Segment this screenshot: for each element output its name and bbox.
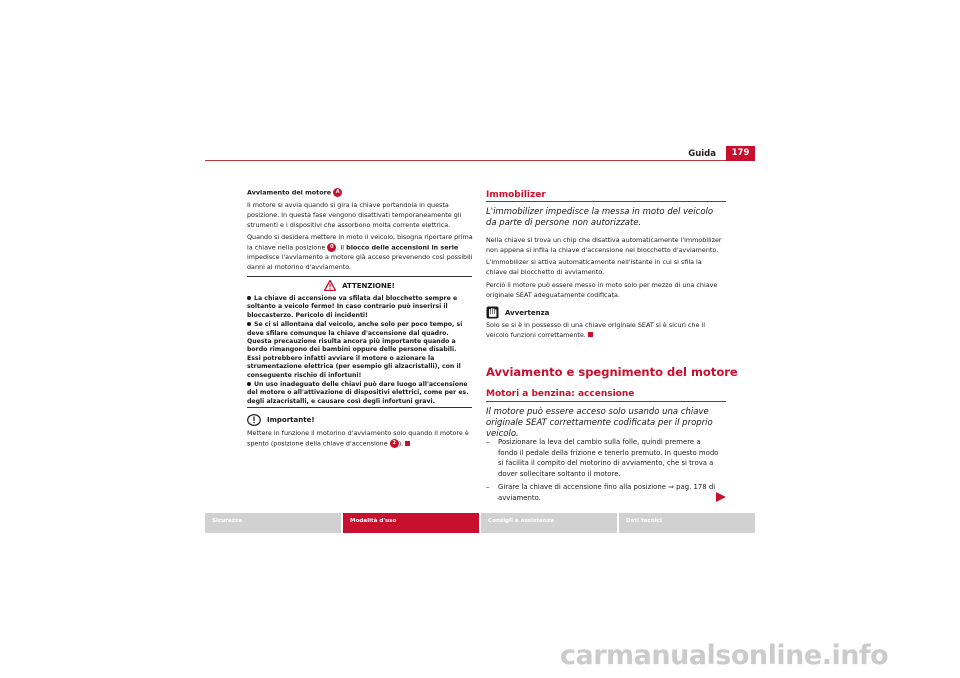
section-subtitle: Il motore può essere acceso solo usando una chiave originale SEAT correttamente codificata per il proprio veicolo. bbox=[486, 407, 713, 439]
tab-dati-tecnici[interactable]: Dati tecnici bbox=[619, 513, 755, 533]
header-rule bbox=[205, 160, 755, 161]
paragraph-avviamento: Il motore si avvia quando si gira la chiave portandola in questa posizione. In questa fase vengono disattivati temporaneamente gli strumenti e i dispositivi che assorbono molta corrente elettrica. bbox=[247, 201, 462, 229]
note-heading: Avvertenza bbox=[486, 306, 549, 319]
important-text: Mettere in funzione il motorino d'avviamento solo quando il motore è spento (posizione della chiave d'accensione 2 ). bbox=[247, 429, 469, 448]
warning-title: ATTENZIONE! bbox=[342, 281, 395, 290]
warning-box bbox=[247, 276, 472, 408]
tab-modalita-duso[interactable]: Modalità d'uso bbox=[343, 513, 479, 533]
note-text: Solo se si è in possesso di una chiave originale SEAT si è sicuri che il veicolo funzioni correttamente. bbox=[486, 321, 706, 339]
warning-item: Se ci si allontana dal veicolo, anche solo per poco tempo, si deve sfilare comunque la chiave d'accensione dal quadro. Questa precauzione risulta ancora più importante quando a bordo rimangono dei bambini oppure delle persone disabili. Essi potrebbero infatti avviare il motore o azionare la strumentazione elettrica (per esempio gli alzacristalli), con il conseguente rischio di infortuni! bbox=[247, 321, 463, 379]
footer-tabs bbox=[205, 513, 755, 533]
section-title-avviamento: Avviamento del motore bbox=[247, 188, 332, 197]
steps-list bbox=[486, 437, 722, 506]
immobilizer-body bbox=[486, 236, 722, 303]
watermark: carmanualsonline.info bbox=[560, 640, 889, 671]
position-badge-0: 0 bbox=[327, 243, 336, 252]
important-exclamation-icon bbox=[247, 414, 261, 426]
step-item: – Girare la chiave di accensione fino alla posizione ⇒ pag. 178 di avviamento. bbox=[486, 483, 716, 502]
warning-item: Un uso inadeguato delle chiavi può dare luogo all'accensione del motore o all'attivazione di dispositivi elettrici, come per es. degli alzacristalli, e causare così degli infortuni gravi. bbox=[247, 381, 469, 405]
immobilizer-paragraph: Nella chiave si trova un chip che disattiva automaticamente l'immobilizer non appena si infila la chiave d'accensione nel blocchetto d'avviamento. bbox=[486, 236, 722, 254]
bullet-icon bbox=[247, 296, 251, 300]
warning-triangle-icon bbox=[324, 280, 336, 291]
tab-consigli-assistenza[interactable]: Consigli e assistenza bbox=[481, 513, 617, 533]
immobilizer-paragraph: L'immobilizer si attiva automaticamente nell'istante in cui si sfila la chiave dal blocchetto di avviamento. bbox=[486, 258, 702, 277]
paragraph-blocco: Quando si desidera mettere in moto il veicolo, bisogna riportare prima la chiave nella posizione 0 . Il blocco delle accensioni in serie impedisce l'avviamento a motore già acceso prevenendo così possibili danni al motorino d'avviamento. bbox=[247, 233, 473, 271]
step-item: – Posizionare la leva del cambio sulla folle, quindi premere a fondo il pedale della frizione e tenerlo premuto. In questo modo si facilita il compito del motorino di avviamento, che si trova a dover sollecitare soltanto il motore. bbox=[486, 438, 719, 478]
next-page-arrow-icon[interactable] bbox=[716, 492, 726, 502]
left-column bbox=[247, 188, 475, 276]
page-header-title: Guida bbox=[688, 149, 716, 159]
bullet-icon bbox=[247, 382, 251, 386]
position-badge-a: A bbox=[333, 188, 342, 197]
chapter-title: Avviamento e spegnimento del motore bbox=[486, 365, 738, 379]
bullet-icon bbox=[247, 322, 251, 326]
end-marker-icon bbox=[405, 441, 410, 446]
immobilizer-rule bbox=[486, 201, 726, 202]
page-number: 179 bbox=[726, 146, 755, 161]
immobilizer-title: Immobilizer bbox=[486, 190, 546, 200]
note-hand-icon bbox=[486, 306, 499, 319]
position-badge-2: 2 bbox=[390, 439, 399, 448]
warning-item: La chiave di accensione va sfilata dal blocchetto sempre e soltanto a veicolo fermo! In caso contrario può inserirsi il bloccasterzo. Pericolo di incidenti! bbox=[247, 295, 458, 319]
section-title-motori: Motori a benzina: accensione bbox=[486, 389, 635, 399]
end-marker-icon bbox=[588, 332, 593, 337]
important-heading: Importante! bbox=[247, 414, 315, 426]
immobilizer-paragraph: Perciò il motore può essere messo in moto solo per mezzo di una chiave originale SEAT adeguatamente codificata. bbox=[486, 280, 718, 299]
bold-term-blocco: blocco delle accensioni in serie bbox=[346, 243, 459, 252]
immobilizer-subtitle: L'immobilizer impedisce la messa in moto del veicolo da parte di persone non autorizzate. bbox=[486, 207, 714, 228]
section-rule bbox=[486, 401, 726, 402]
tab-sicurezza[interactable]: Sicurezza bbox=[205, 513, 341, 533]
